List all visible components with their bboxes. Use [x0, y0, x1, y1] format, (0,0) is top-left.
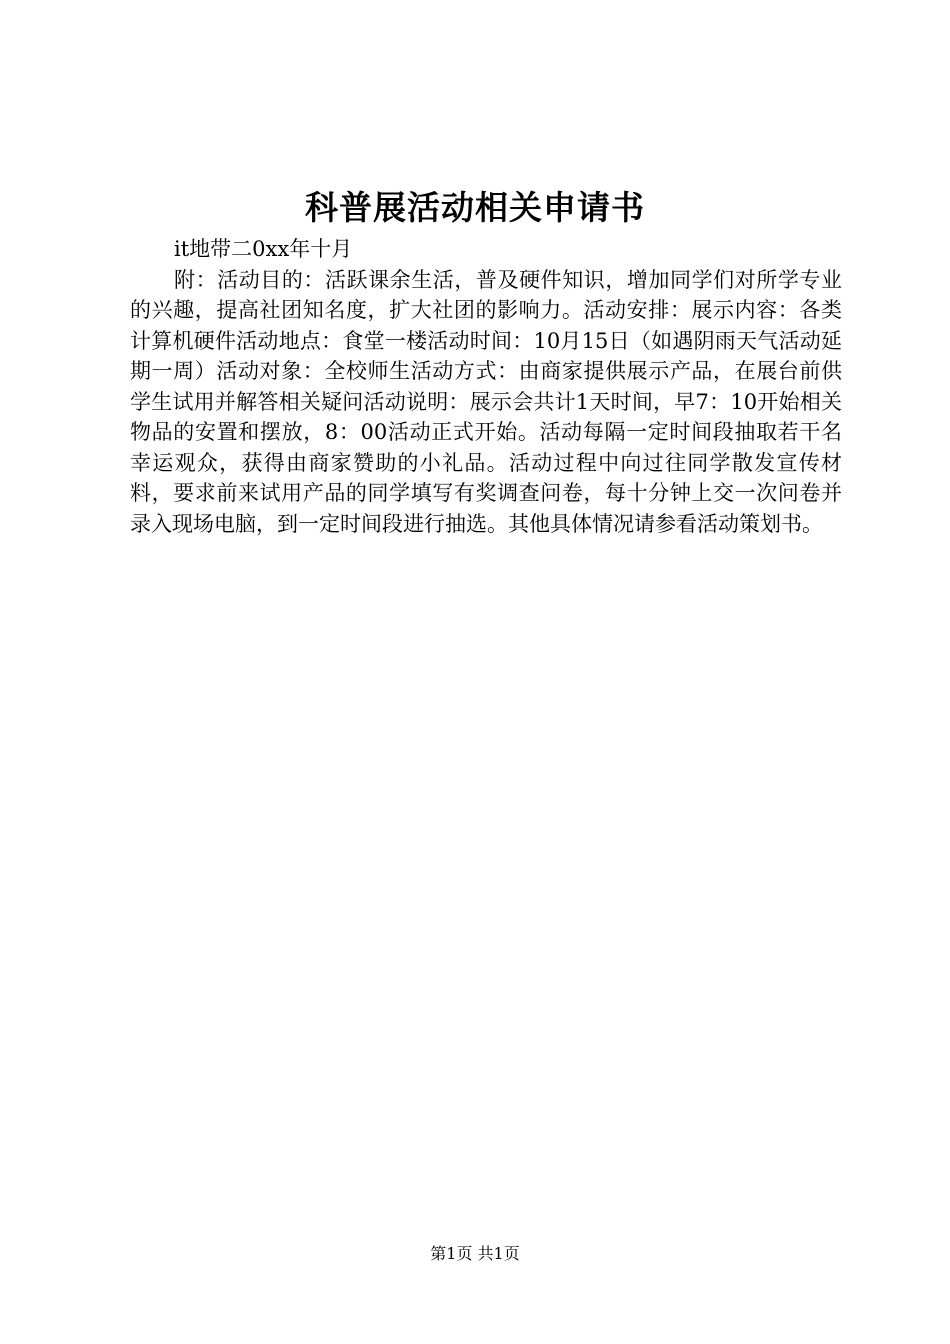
document-body — [130, 234, 842, 539]
document-title: 科普展活动相关申请书 — [305, 188, 645, 227]
body-paragraph: 附：活动目的：活跃课余生活，普及硬件知识，增加同学们对所学专业的兴趣，提高社团知名度，扩大社团的影响力。活动安排：展示内容：各类计算机硬件活动地点：食堂一楼活动时间：10月15日（如遇阴雨天气活动延期一周）活动对象：全校师生活动方式：由商家提供展示产品，在展台前供学生试用并解答相关疑问活动说明：展示会共计1天时间，早7：10开始相关物品的安置和摆放，8：00活动正式开始。活动每隔一定时间段抽取若干名幸运观众，获得由商家赞助的小礼品。活动过程中向过往同学散发宣传材料，要求前来试用产品的同学填写有奖调查问卷，每十分钟上交一次问卷并录入现场电脑，到一定时间段进行抽选。其他具体情况请参看活动策划书。 — [130, 267, 842, 536]
date-line: it地带二0xx年十月 — [174, 237, 353, 261]
page-footer: 第1页 共1页 — [430, 1244, 520, 1263]
